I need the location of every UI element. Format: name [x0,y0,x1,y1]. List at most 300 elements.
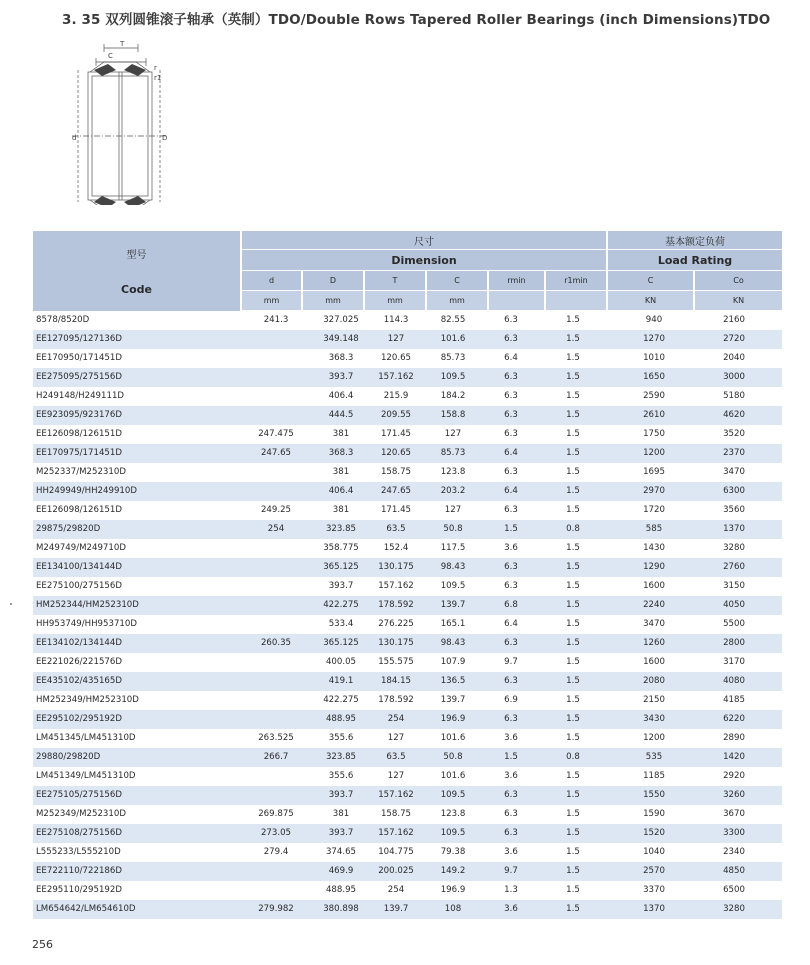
cell-r1min: 1.5 [566,391,580,401]
table-row [33,786,782,805]
cell-Co: 3470 [723,467,745,477]
cell-rmin: 1.5 [504,752,518,762]
cell-r1min: 0.8 [566,524,580,534]
cell-C: 139.7 [440,695,466,705]
cell-r1min: 1.5 [566,733,580,743]
cell-T: 158.75 [380,467,412,477]
cell-d: 241.3 [263,315,289,325]
table-row [33,805,782,824]
cell-C-rating: 1720 [643,505,665,515]
cell-rmin: 1.5 [504,524,518,534]
cell-C-rating: 1650 [643,372,665,382]
cell-rmin: 6.3 [504,410,518,420]
cell-Co: 6300 [723,486,745,496]
cell-D: 355.6 [328,771,354,781]
table-row [33,349,782,368]
cell-C-rating: 2080 [643,676,665,686]
cell-rmin: 9.7 [504,657,518,667]
cell-C-rating: 1550 [643,790,665,800]
cell-Co: 3000 [723,372,745,382]
table-row [33,691,782,710]
table-row [33,368,782,387]
cell-T: 247.65 [380,486,412,496]
dimension-header-cn: 尺寸 [242,231,606,249]
cell-d: 263.525 [258,733,294,743]
load-rating-header-en: Load Rating [608,250,782,270]
cell-C-rating: 2610 [643,410,665,420]
cell-r1min: 1.5 [566,562,580,572]
cell-Co: 1370 [723,524,745,534]
diagram-label-r: r [154,64,157,72]
cell-C-rating: 3370 [643,885,665,895]
cell-D: 323.85 [325,524,357,534]
cell-D: 381 [332,467,350,477]
cell-Co: 4620 [723,410,745,420]
cell-C-rating: 535 [645,752,663,762]
cell-r1min: 1.5 [566,619,580,629]
cell-code: 29880/29820D [36,752,101,762]
table-row [33,881,782,900]
table-row [33,615,782,634]
cell-code: EE275105/275156D [36,790,122,800]
cell-r1min: 1.5 [566,372,580,382]
table-row [33,748,782,767]
cell-rmin: 6.4 [504,486,518,496]
cell-code: M252349/M252310D [36,809,126,819]
cell-T: 114.3 [383,315,409,325]
cell-rmin: 6.3 [504,467,518,477]
cell-code: EE275100/275156D [36,581,122,591]
cell-T: 178.592 [378,695,414,705]
cell-D: 419.1 [328,676,354,686]
cell-T: 130.175 [378,638,414,648]
table-row [33,387,782,406]
cell-rmin: 6.3 [504,505,518,515]
cell-Co: 2340 [723,847,745,857]
cell-C-rating: 1370 [643,904,665,914]
page-title: 3. 35 双列圆锥滚子轴承（英制）TDO/Double Rows Tapered Roller Bearings (inch Dimensions)TDO [62,12,771,28]
code-header-cn: 型号 [126,250,147,261]
cell-rmin: 6.3 [504,391,518,401]
cell-Co: 4080 [723,676,745,686]
diagram-label-T: T [120,40,125,48]
cell-rmin: 3.6 [504,771,518,781]
cell-C: 139.7 [440,600,466,610]
cell-C-rating: 1010 [643,353,665,363]
cell-D: 422.275 [323,600,359,610]
cell-code: EE295102/295192D [36,714,122,724]
cell-C-rating: 1200 [643,733,665,743]
cell-C-rating: 1185 [643,771,665,781]
cell-rmin: 3.6 [504,733,518,743]
cell-T: 155.575 [378,657,414,667]
cell-C: 109.5 [440,372,466,382]
cell-C-rating: 1695 [643,467,665,477]
cell-r1min: 1.5 [566,714,580,724]
cell-C-rating: 940 [645,315,663,325]
table-row [33,672,782,691]
cell-D: 327.025 [323,315,359,325]
cell-D: 488.95 [325,885,357,895]
cell-T: 120.65 [380,353,412,363]
cell-Co: 3170 [723,657,745,667]
cell-rmin: 6.4 [504,448,518,458]
cell-code: EE170975/171451D [36,448,122,458]
code-header-en: Code [121,283,152,296]
cell-C: 123.8 [440,809,466,819]
cell-D: 374.65 [325,847,357,857]
cell-d: 279.4 [263,847,289,857]
cell-code: EE134100/134144D [36,562,122,572]
cell-C-rating: 2970 [643,486,665,496]
col-label-D: D [303,271,363,290]
cell-rmin: 6.4 [504,353,518,363]
cell-code: EE134102/134144D [36,638,122,648]
cell-code: LM451345/LM451310D [36,733,136,743]
cell-r1min: 1.5 [566,695,580,705]
cell-Co: 3280 [723,904,745,914]
cell-T: 184.15 [380,676,412,686]
cell-rmin: 6.4 [504,619,518,629]
cell-T: 127 [387,334,405,344]
col-label-T: T [365,271,425,290]
cell-r1min: 1.5 [566,315,580,325]
cell-r1min: 1.5 [566,448,580,458]
cell-code: EE126098/126151D [36,505,122,515]
cell-T: 120.65 [380,448,412,458]
cell-C-rating: 2240 [643,600,665,610]
cell-code: L555233/L555210D [36,847,121,857]
cell-C-rating: 3470 [643,619,665,629]
cell-T: 158.75 [380,809,412,819]
cell-T: 157.162 [378,372,414,382]
bearing-cross-section-diagram [68,40,183,205]
unit-D: mm [303,291,363,310]
cell-C-rating: 1200 [643,448,665,458]
cell-rmin: 3.6 [504,904,518,914]
cell-C-rating: 1040 [643,847,665,857]
cell-code: M249749/M249710D [36,543,126,553]
cell-D: 365.125 [323,562,359,572]
dimension-header-en: Dimension [242,250,606,270]
col-label-r1min: r1min [546,271,606,290]
cell-rmin: 6.3 [504,315,518,325]
cell-T: 215.9 [383,391,409,401]
table-row [33,824,782,843]
cell-code: H249148/H249111D [36,391,125,401]
cell-r1min: 1.5 [566,429,580,439]
cell-d: 247.65 [260,448,292,458]
cell-d: 273.05 [260,828,292,838]
cell-d: 279.982 [258,904,294,914]
cell-r1min: 1.5 [566,353,580,363]
cell-rmin: 6.3 [504,562,518,572]
table-row [33,539,782,558]
cell-Co: 4850 [723,866,745,876]
cell-C: 101.6 [440,334,466,344]
cell-C: 203.2 [440,486,466,496]
cell-D: 393.7 [328,828,354,838]
cell-r1min: 1.5 [566,904,580,914]
cell-r1min: 1.5 [566,847,580,857]
cell-code: EE722110/722186D [36,866,122,876]
cell-T: 171.45 [380,505,412,515]
cell-r1min: 1.5 [566,486,580,496]
cell-D: 533.4 [328,619,354,629]
cell-C-rating: 2590 [643,391,665,401]
cell-d: 266.7 [263,752,289,762]
cell-D: 323.85 [325,752,357,762]
col-label-Co: Co [695,271,782,290]
cell-D: 380.898 [323,904,359,914]
cell-T: 157.162 [378,828,414,838]
cell-r1min: 1.5 [566,771,580,781]
cell-C-rating: 1290 [643,562,665,572]
bearing-table [33,231,782,919]
diagram-label-r1: r1 [154,74,162,82]
cell-C-rating: 3430 [643,714,665,724]
cell-r1min: 1.5 [566,581,580,591]
cell-r1min: 1.5 [566,885,580,895]
cell-r1min: 1.5 [566,657,580,667]
cell-T: 130.175 [378,562,414,572]
code-header [33,231,240,311]
cell-r1min: 1.5 [566,790,580,800]
cell-code: EE275095/275156D [36,372,122,382]
cell-C-rating: 1520 [643,828,665,838]
unit-rmin [489,291,544,310]
cell-Co: 6500 [723,885,745,895]
cell-d: 247.475 [258,429,294,439]
cell-C: 196.9 [440,885,466,895]
cell-rmin: 9.7 [504,866,518,876]
diagram-label-C: C [108,52,113,60]
cell-D: 355.6 [328,733,354,743]
cell-Co: 4050 [723,600,745,610]
cell-D: 381 [332,429,350,439]
cell-C: 136.5 [440,676,466,686]
cell-D: 393.7 [328,372,354,382]
cell-D: 422.275 [323,695,359,705]
table-row [33,425,782,444]
col-label-d: d [242,271,301,290]
cell-C-rating: 1270 [643,334,665,344]
cell-T: 152.4 [383,543,409,553]
unit-Co: KN [695,291,782,310]
cell-T: 63.5 [386,752,406,762]
cell-r1min: 1.5 [566,866,580,876]
cell-code: 29875/29820D [36,524,101,534]
cell-code: LM654642/LM654610D [36,904,136,914]
cell-rmin: 6.9 [504,695,518,705]
cell-D: 469.9 [328,866,354,876]
cell-rmin: 6.8 [504,600,518,610]
cell-D: 381 [332,809,350,819]
cell-Co: 2040 [723,353,745,363]
table-row [33,311,782,330]
table-row [33,501,782,520]
unit-T: mm [365,291,425,310]
cell-D: 400.05 [325,657,357,667]
cell-code: 8578/8520D [36,315,90,325]
cell-C: 196.9 [440,714,466,724]
table-row [33,558,782,577]
table-row [33,444,782,463]
cell-r1min: 1.5 [566,809,580,819]
cell-Co: 2920 [723,771,745,781]
cell-D: 444.5 [328,410,354,420]
cell-C: 117.5 [440,543,466,553]
cell-C-rating: 1590 [643,809,665,819]
cell-C: 85.73 [440,353,466,363]
cell-rmin: 6.3 [504,638,518,648]
cell-C-rating: 585 [645,524,663,534]
cell-r1min: 1.5 [566,676,580,686]
cell-r1min: 1.5 [566,410,580,420]
cell-T: 127 [387,733,405,743]
cell-Co: 3300 [723,828,745,838]
cell-r1min: 1.5 [566,828,580,838]
cell-Co: 4185 [723,695,745,705]
cell-Co: 2720 [723,334,745,344]
cell-code: M252337/M252310D [36,467,126,477]
cell-T: 254 [387,714,405,724]
cell-C: 107.9 [440,657,466,667]
cell-D: 381 [332,505,350,515]
cell-Co: 2160 [723,315,745,325]
cell-C: 98.43 [440,562,466,572]
cell-D: 368.3 [328,448,354,458]
cell-T: 171.45 [380,429,412,439]
cell-Co: 6220 [723,714,745,724]
cell-Co: 5180 [723,391,745,401]
cell-C: 82.55 [440,315,466,325]
cell-D: 488.95 [325,714,357,724]
cell-code: EE435102/435165D [36,676,122,686]
cell-D: 393.7 [328,581,354,591]
cell-T: 157.162 [378,790,414,800]
cell-D: 358.775 [323,543,359,553]
cell-rmin: 6.3 [504,429,518,439]
table-row [33,653,782,672]
cell-code: EE170950/171451D [36,353,122,363]
cell-Co: 2370 [723,448,745,458]
cell-rmin: 6.3 [504,676,518,686]
cell-code: HM252349/HM252310D [36,695,139,705]
cell-C: 123.8 [440,467,466,477]
cell-r1min: 1.5 [566,467,580,477]
cell-D: 406.4 [328,486,354,496]
cell-C: 184.2 [440,391,466,401]
cell-r1min: 1.5 [566,505,580,515]
table-row [33,767,782,786]
cell-C: 109.5 [440,828,466,838]
table-row [33,862,782,881]
cell-T: 63.5 [386,524,406,534]
cell-T: 127 [387,771,405,781]
cell-T: 139.7 [383,904,409,914]
cell-Co: 3670 [723,809,745,819]
cell-code: EE923095/923176D [36,410,122,420]
cell-d: 254 [267,524,285,534]
cell-T: 200.025 [378,866,414,876]
table-row [33,710,782,729]
cell-C-rating: 2150 [643,695,665,705]
unit-r1min [546,291,606,310]
cell-T: 254 [387,885,405,895]
cell-C: 109.5 [440,790,466,800]
cell-C-rating: 1600 [643,657,665,667]
cell-C: 98.43 [440,638,466,648]
unit-d: mm [242,291,301,310]
cell-Co: 5500 [723,619,745,629]
table-row [33,729,782,748]
cell-r1min: 1.5 [566,334,580,344]
cell-rmin: 3.6 [504,543,518,553]
cell-T: 157.162 [378,581,414,591]
unit-C: mm [427,291,487,310]
cell-Co: 1420 [723,752,745,762]
cell-code: EE295110/295192D [36,885,122,895]
cell-C: 109.5 [440,581,466,591]
cell-rmin: 6.3 [504,581,518,591]
cell-C: 50.8 [443,752,463,762]
cell-D: 393.7 [328,790,354,800]
table-row [33,843,782,862]
cell-C: 127 [444,429,462,439]
cell-Co: 3280 [723,543,745,553]
diagram-label-d: d [72,134,77,142]
cell-code: EE126098/126151D [36,429,122,439]
cell-C: 127 [444,505,462,515]
cell-C: 149.2 [440,866,466,876]
cell-r1min: 1.5 [566,543,580,553]
table-row [33,634,782,653]
table-row [33,330,782,349]
cell-Co: 3560 [723,505,745,515]
cell-d: 260.35 [260,638,292,648]
cell-rmin: 6.3 [504,372,518,382]
table-body [33,311,782,919]
diagram-label-D: D [162,134,168,142]
cell-Co: 2800 [723,638,745,648]
col-label-rmin: rmin [489,271,544,290]
table-row [33,520,782,539]
cell-rmin: 1.3 [504,885,518,895]
page-number: 256 [32,938,53,951]
cell-T: 276.225 [378,619,414,629]
cell-C: 165.1 [440,619,466,629]
table-row [33,577,782,596]
table-row [33,482,782,501]
cell-C: 79.38 [440,847,466,857]
cell-C: 101.6 [440,771,466,781]
cell-C: 101.6 [440,733,466,743]
cell-Co: 2890 [723,733,745,743]
cell-r1min: 1.5 [566,638,580,648]
cell-r1min: 1.5 [566,600,580,610]
cell-d: 269.875 [258,809,294,819]
cell-Co: 3260 [723,790,745,800]
cell-C-rating: 1260 [643,638,665,648]
col-label-C: C [427,271,487,290]
cell-T: 178.592 [378,600,414,610]
cell-C-rating: 2570 [643,866,665,876]
cell-D: 349.148 [323,334,359,344]
cell-C: 50.8 [443,524,463,534]
cell-d: 249.25 [260,505,292,515]
table-header [33,231,782,311]
